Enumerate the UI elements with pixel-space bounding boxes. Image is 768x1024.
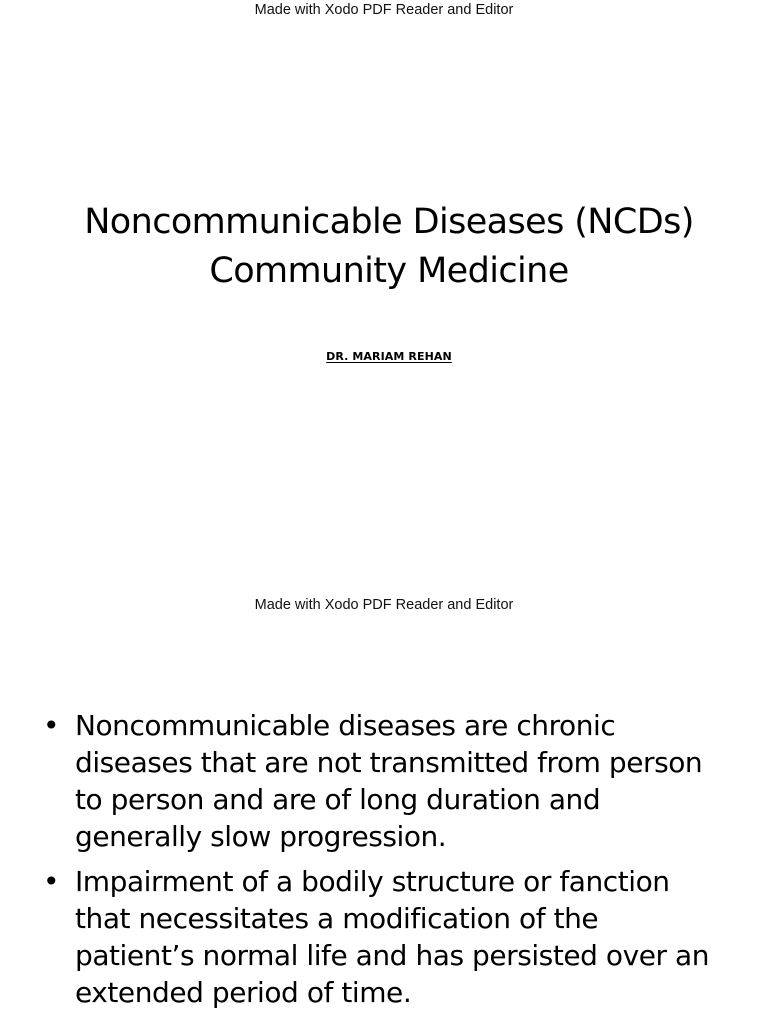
- bullet-item: [43, 863, 753, 1011]
- bullet-line: Noncommunicable diseases are chronic: [75, 709, 616, 742]
- author-name-text: DR. MARIAM REHAN: [326, 350, 452, 363]
- bullet-line: that necessitates a modification of the: [75, 902, 599, 935]
- bullet-dot-icon: •: [43, 865, 60, 898]
- bullet-line: diseases that are not transmitted from person: [75, 746, 703, 779]
- slide-title: [0, 198, 768, 296]
- slide-title-line-1: Noncommunicable Diseases (NCDs): [84, 202, 694, 242]
- bullet-line: generally slow progression.: [75, 820, 447, 853]
- bullet-item: [43, 707, 753, 855]
- bullet-list: [43, 707, 753, 1019]
- bullet-line: Impairment of a bodily structure or fanction: [75, 865, 670, 898]
- document-page-2: [0, 595, 768, 1024]
- bullet-line: patient’s normal life and has persisted over an: [75, 939, 709, 972]
- bullet-line: extended period of time.: [75, 976, 412, 1009]
- bullet-dot-icon: •: [43, 709, 60, 742]
- watermark-text: Made with Xodo PDF Reader and Editor: [254, 2, 514, 18]
- author-name: [0, 349, 768, 365]
- watermark-text: Made with Xodo PDF Reader and Editor: [254, 597, 514, 613]
- slide-title-line-2: Community Medicine: [209, 251, 569, 291]
- bullet-line: to person and are of long duration and: [75, 783, 601, 816]
